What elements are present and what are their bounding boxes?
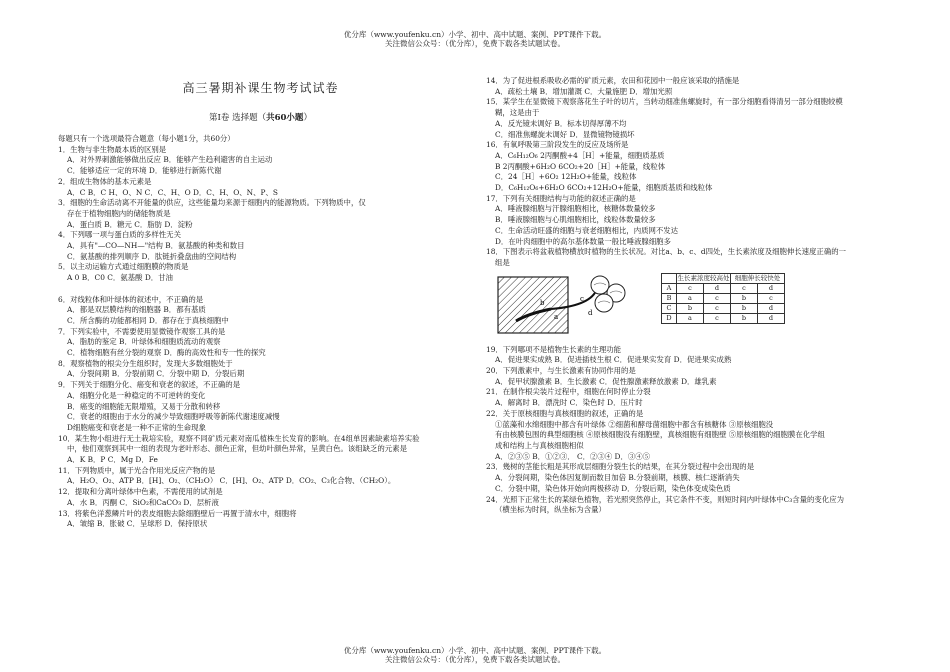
question-line: 有由核膜包围的典型细胞核 ④原核细胞没有细胞壁，真核细胞有细胞壁 ⑤原核细胞的细胞膜在化学组 bbox=[495, 430, 825, 440]
leaf-1 bbox=[591, 276, 609, 294]
question-line: 8．观察植物的根尖分生组织时，发现大多数细胞处于 bbox=[58, 358, 233, 368]
question-line: 21．在制作根尖装片过程中，细胞在何时停止分裂 bbox=[486, 387, 651, 397]
section-title bbox=[58, 112, 463, 124]
question-line: 20．下列激素中，与生长激素有协同作用的是 bbox=[486, 366, 636, 376]
question-line: C．24［H］+6O₂ 12H₂O+能量，线粒体 bbox=[495, 172, 637, 182]
question-line: 11．下列物质中，属于光合作用光反应产物的是 bbox=[58, 465, 216, 475]
question-line: 成和结构上与真核细胞相似 bbox=[495, 440, 584, 450]
question-line: B 2丙酮酸+6H₂O 6CO₂+20［H］+能量，线粒体 bbox=[495, 161, 666, 171]
question-line: A．促进果实成熟 B．促进插枝生根 C．促进果实发育 D．促进果实成熟 bbox=[495, 355, 732, 365]
question-line: 存在于植物细胞内的储能物质是 bbox=[67, 208, 171, 218]
table-cell: d bbox=[758, 283, 785, 293]
table-cell: d bbox=[758, 313, 785, 323]
question-line: 13．将紫色洋葱鳞片叶的表皮细胞去除细胞壁后一再置于清水中，细胞将 bbox=[58, 508, 297, 518]
question-line: 1．生物与非生物最本质的区别是 bbox=[58, 144, 167, 154]
question-line: 9．下列关于细胞分化、癌变和衰老的叙述，不正确的是 bbox=[58, 380, 241, 390]
table-cell: A bbox=[662, 283, 677, 293]
instruction-line: 每题只有一个选项最符合题意（每小题1分，共60分） bbox=[58, 134, 235, 143]
table-cell: a bbox=[677, 293, 704, 303]
right-column bbox=[486, 76, 901, 516]
question-line: C．衰老的细胞由于水分的减少导致细胞呼吸等新陈代谢速度减慢 bbox=[67, 412, 280, 422]
question-line: A．H₂O、O₂、ATP B．[H]、O₂、（CH₂O） C．[H]、O₂、ATP D．CO₂、C₃化合物、（CH₂O）。 bbox=[67, 476, 396, 486]
table-cell: c bbox=[731, 283, 758, 293]
question-line: A．解离时 B．漂洗时 C．染色时 D．压片时 bbox=[495, 398, 643, 408]
question-line: A．对外界刺激能够做出反应 B．能够产生趋利避害的自主运动 bbox=[67, 155, 273, 165]
question-line: 23．幾树的茎能长粗是其形成层细胞分裂生长的结果，在其分裂过程中会出现的是 bbox=[486, 462, 755, 472]
table-cell: b bbox=[677, 303, 704, 313]
question-line: A．C B．C H、O、N C．C、H、O D．C、H、O、N、P、S bbox=[67, 187, 278, 197]
question-line: A．分裂间期 B．分裂前期 C．分裂中期 D．分裂后期 bbox=[67, 369, 245, 379]
question-line: B．唾液腺细胞与心肌细胞相比，线粒体数量较多 bbox=[495, 215, 656, 225]
question-line: C．细准焦螺旋未调好 D．显微镜物镜损坏 bbox=[495, 129, 635, 139]
table-cell: b bbox=[731, 293, 758, 303]
page-footer bbox=[0, 646, 950, 664]
question-line: 3．细胞的生命活动离不开能量的供应，这些能量均来源于细胞内的能源物质。下列物质中，仅 bbox=[58, 198, 366, 208]
table-cell: B bbox=[662, 293, 677, 303]
question-line: 12．提取和分离叶绿体中色素，不需使用的试剂是 bbox=[58, 487, 223, 497]
table-corner bbox=[662, 273, 677, 283]
left-column bbox=[58, 76, 463, 530]
question-line: B．癌变的细胞能无限增殖，又易于分散和转移 bbox=[67, 401, 221, 411]
table-row bbox=[662, 283, 785, 293]
header-line-2: 关注微信公众号：（优分库），免费下载各类试题试卷。 bbox=[385, 39, 565, 48]
question-line: 7．下列实验中，不需要使用显微镜作观察工具的是 bbox=[58, 326, 226, 336]
question-line: A 0 B．C0 C．氨基酸 D．甘油 bbox=[67, 273, 173, 283]
question-line: 17．下列有关细胞结构与功能的叙述正确的是 bbox=[486, 193, 636, 203]
table-header-concentration: 生长素浓度较高处 bbox=[677, 274, 730, 283]
question-line: A．②③⑤ B．①②③． C．②③④ D．③④⑤ bbox=[495, 451, 651, 461]
question-line: A．蛋白质 B．糖元 C．脂肪 D．淀粉 bbox=[67, 219, 193, 229]
table-cell: c bbox=[758, 293, 785, 303]
label-c: c bbox=[580, 294, 584, 303]
question-line: A．疏松土壤 B．增加灌溉 C．大量施肥 D．增加光照 bbox=[495, 86, 673, 96]
table-row bbox=[662, 313, 785, 323]
question-line: D细胞癌变和衰老是一种不正常的生命现象 bbox=[67, 422, 206, 432]
right-question-list-bottom bbox=[486, 345, 901, 516]
question-line: D．C₆H₁₂O₆+6H₂O 6CO₂+12H₂O+能量，细胞质基质和线粒体 bbox=[495, 183, 713, 193]
label-a: a bbox=[554, 312, 559, 321]
question-line: A．反光镜未调好 B．标本切得厚薄不均 bbox=[495, 118, 627, 128]
question-line: A．皱缩 B．胀破 C．呈球形 D．保持原状 bbox=[67, 519, 208, 529]
table-cell: c bbox=[704, 293, 731, 303]
plant-diagram bbox=[496, 271, 656, 341]
question-line: D．在叶肉细胞中的高尔基体数量一般比唾液腺细胞多 bbox=[495, 236, 671, 246]
question-line bbox=[58, 284, 463, 295]
section-prefix: 第Ⅰ卷 选择题（ bbox=[209, 113, 267, 123]
question-line: A．K B．P C．Mg D．Fe bbox=[67, 455, 158, 465]
question-line: A．具有"—CO—NH—"结构 B．氨基酸的种类和数目 bbox=[67, 241, 245, 251]
table-row bbox=[662, 303, 785, 313]
table-row bbox=[662, 293, 785, 303]
question-line: （横坐标为时间，纵坐标为含量） bbox=[495, 505, 606, 515]
footer-line-1: 优分库（www.youfenku.cn）小学、初中、高中试题、案例、PPT课件下载。 bbox=[343, 646, 607, 655]
question-line: A．促甲状腺激素 B．生长激素 C．促性腺激素释放激素 D．雄乳素 bbox=[495, 376, 717, 386]
table-cell: c bbox=[704, 303, 731, 313]
question-line: 24．光照下正常生长的某绿色植物，若光照突然停止，其它条件不变，则短时间内叶绿体中C₃含量的变化应为 bbox=[486, 494, 844, 504]
question-line: 15．某学生在显微镜下观察落花生子叶的切片，当转动细准焦螺旋时，有一部分细胞看得清另一部分细胞较模 bbox=[486, 97, 843, 107]
table-cell: a bbox=[677, 313, 704, 323]
label-d: d bbox=[588, 308, 593, 317]
right-question-list-top bbox=[486, 76, 901, 269]
section-count: 共60小题 bbox=[266, 113, 304, 123]
question-line: 18．下图表示将盆栽植物横放时植物的生长状况。对比a、b、c、d四处，生长素浓度及细胞伸长速度正确的一 bbox=[486, 247, 846, 257]
question-line: C．生命活动旺盛的细胞与衰老细胞相比，内质网不发达 bbox=[495, 225, 679, 235]
table-cell: d bbox=[704, 283, 731, 293]
question-line: 中，他们观察到其中一组的表现为老叶形态、颜色正常，但幼叶颜色异常，呈黄白色。该组缺乏的元素是 bbox=[67, 444, 407, 454]
page-header bbox=[0, 30, 950, 48]
question-line: 19．下列哪项不是植物生长素的生理功能 bbox=[486, 344, 622, 354]
question-line: 22．关于原核细胞与真核细胞的叙述，正确的是 bbox=[486, 408, 644, 418]
question-line: C．能够适应一定的环境 D．能够进行新陈代谢 bbox=[67, 166, 222, 176]
figure-q18 bbox=[486, 271, 901, 341]
left-question-list bbox=[58, 145, 463, 530]
question-line: C．所含酶的功能都相同 D．都存在于真核细胞中 bbox=[67, 315, 229, 325]
question-line: A．分裂间期，染色体因复制而数目加倍 B.分裂前期，核膜、核仁逐渐消失 bbox=[495, 473, 740, 483]
question-line: 5．以主动运输方式通过细胞膜的物质是 bbox=[58, 262, 189, 272]
table-cell: c bbox=[704, 313, 731, 323]
question-line: 2．组成生物体的基本元素是 bbox=[58, 176, 152, 186]
table-cell: D bbox=[662, 313, 677, 323]
question-line: 6．对线粒体和叶绿体的叙述中，不正确的是 bbox=[58, 294, 204, 304]
question-line: A．C₆H₁₂O₆ 2丙酮酸+4［H］+能量，细胞质基质 bbox=[495, 150, 665, 160]
question-line: C．植物细胞有丝分裂的观察 D．酶的高效性和专一性的探究 bbox=[67, 348, 266, 358]
question-line: A．唾液腺细胞与汗腺细胞相比，核糖体数量较多 bbox=[495, 204, 656, 214]
footer-line-2: 关注微信公众号：（优分库），免费下载各类试题试卷。 bbox=[385, 655, 565, 664]
question-line: 14．为了促进根系吸收必需的矿质元素，农田和花园中一般应该采取的措施是 bbox=[486, 76, 740, 85]
label-b: b bbox=[540, 298, 545, 307]
table-cell: d bbox=[758, 303, 785, 313]
question-line: 组是 bbox=[495, 257, 510, 267]
table-cell: C bbox=[662, 303, 677, 313]
question-line: A．脂肪的鉴定 B．叶绿体和细胞质流动的观察 bbox=[67, 337, 221, 347]
question-line: A．细胞分化是一种稳定的不可逆转的变化 bbox=[67, 390, 206, 400]
question-line: 4．下列哪一项与蛋白质的多样性无关 bbox=[58, 230, 181, 240]
section-suffix: ） bbox=[303, 113, 312, 123]
question-line: 16．有氧呼吸第三阶段发生的反应及场所是 bbox=[486, 140, 629, 150]
header-line-1: 优分库（www.youfenku.cn）小学、初中、高中试题、案例、PPT课件下载。 bbox=[343, 30, 607, 39]
answer-table bbox=[661, 273, 785, 324]
table-cell: b bbox=[731, 303, 758, 313]
soil-pot bbox=[498, 277, 568, 333]
leaf-3 bbox=[595, 294, 613, 312]
table-header-elongation: 细胞伸长较快处 bbox=[731, 273, 785, 283]
question-line: C．氨基酸的排列顺序 D．肽链折叠盘曲的空间结构 bbox=[67, 251, 237, 261]
question-line: C．分裂中期，染色体开始向两极移动 D．分裂后期，染色体变成染色质 bbox=[495, 483, 731, 493]
question-line: A．水 B．丙酮 C．SiO₂和CaCO₃ D．层析液 bbox=[67, 497, 219, 507]
question-line: 10．某生物小组进行无土栽培实验，观察不同矿质元素对南瓜植株生长发育的影响。在4组单因素缺素培养实验 bbox=[58, 433, 420, 443]
question-line: A．都是双层膜结构的细胞器 B．都有基质 bbox=[67, 305, 206, 315]
question-line: ①蓝藻和水绵细胞中都含有叶绿体 ②细菌和酵母菌细胞中都含有核糖体 ③原核细胞没 bbox=[495, 419, 774, 429]
question-line: 糊，这是由于 bbox=[495, 108, 540, 118]
table-cell: b bbox=[731, 313, 758, 323]
table-cell: c bbox=[677, 283, 704, 293]
document-title: 高三暑期补课生物考试试卷 bbox=[182, 81, 339, 95]
